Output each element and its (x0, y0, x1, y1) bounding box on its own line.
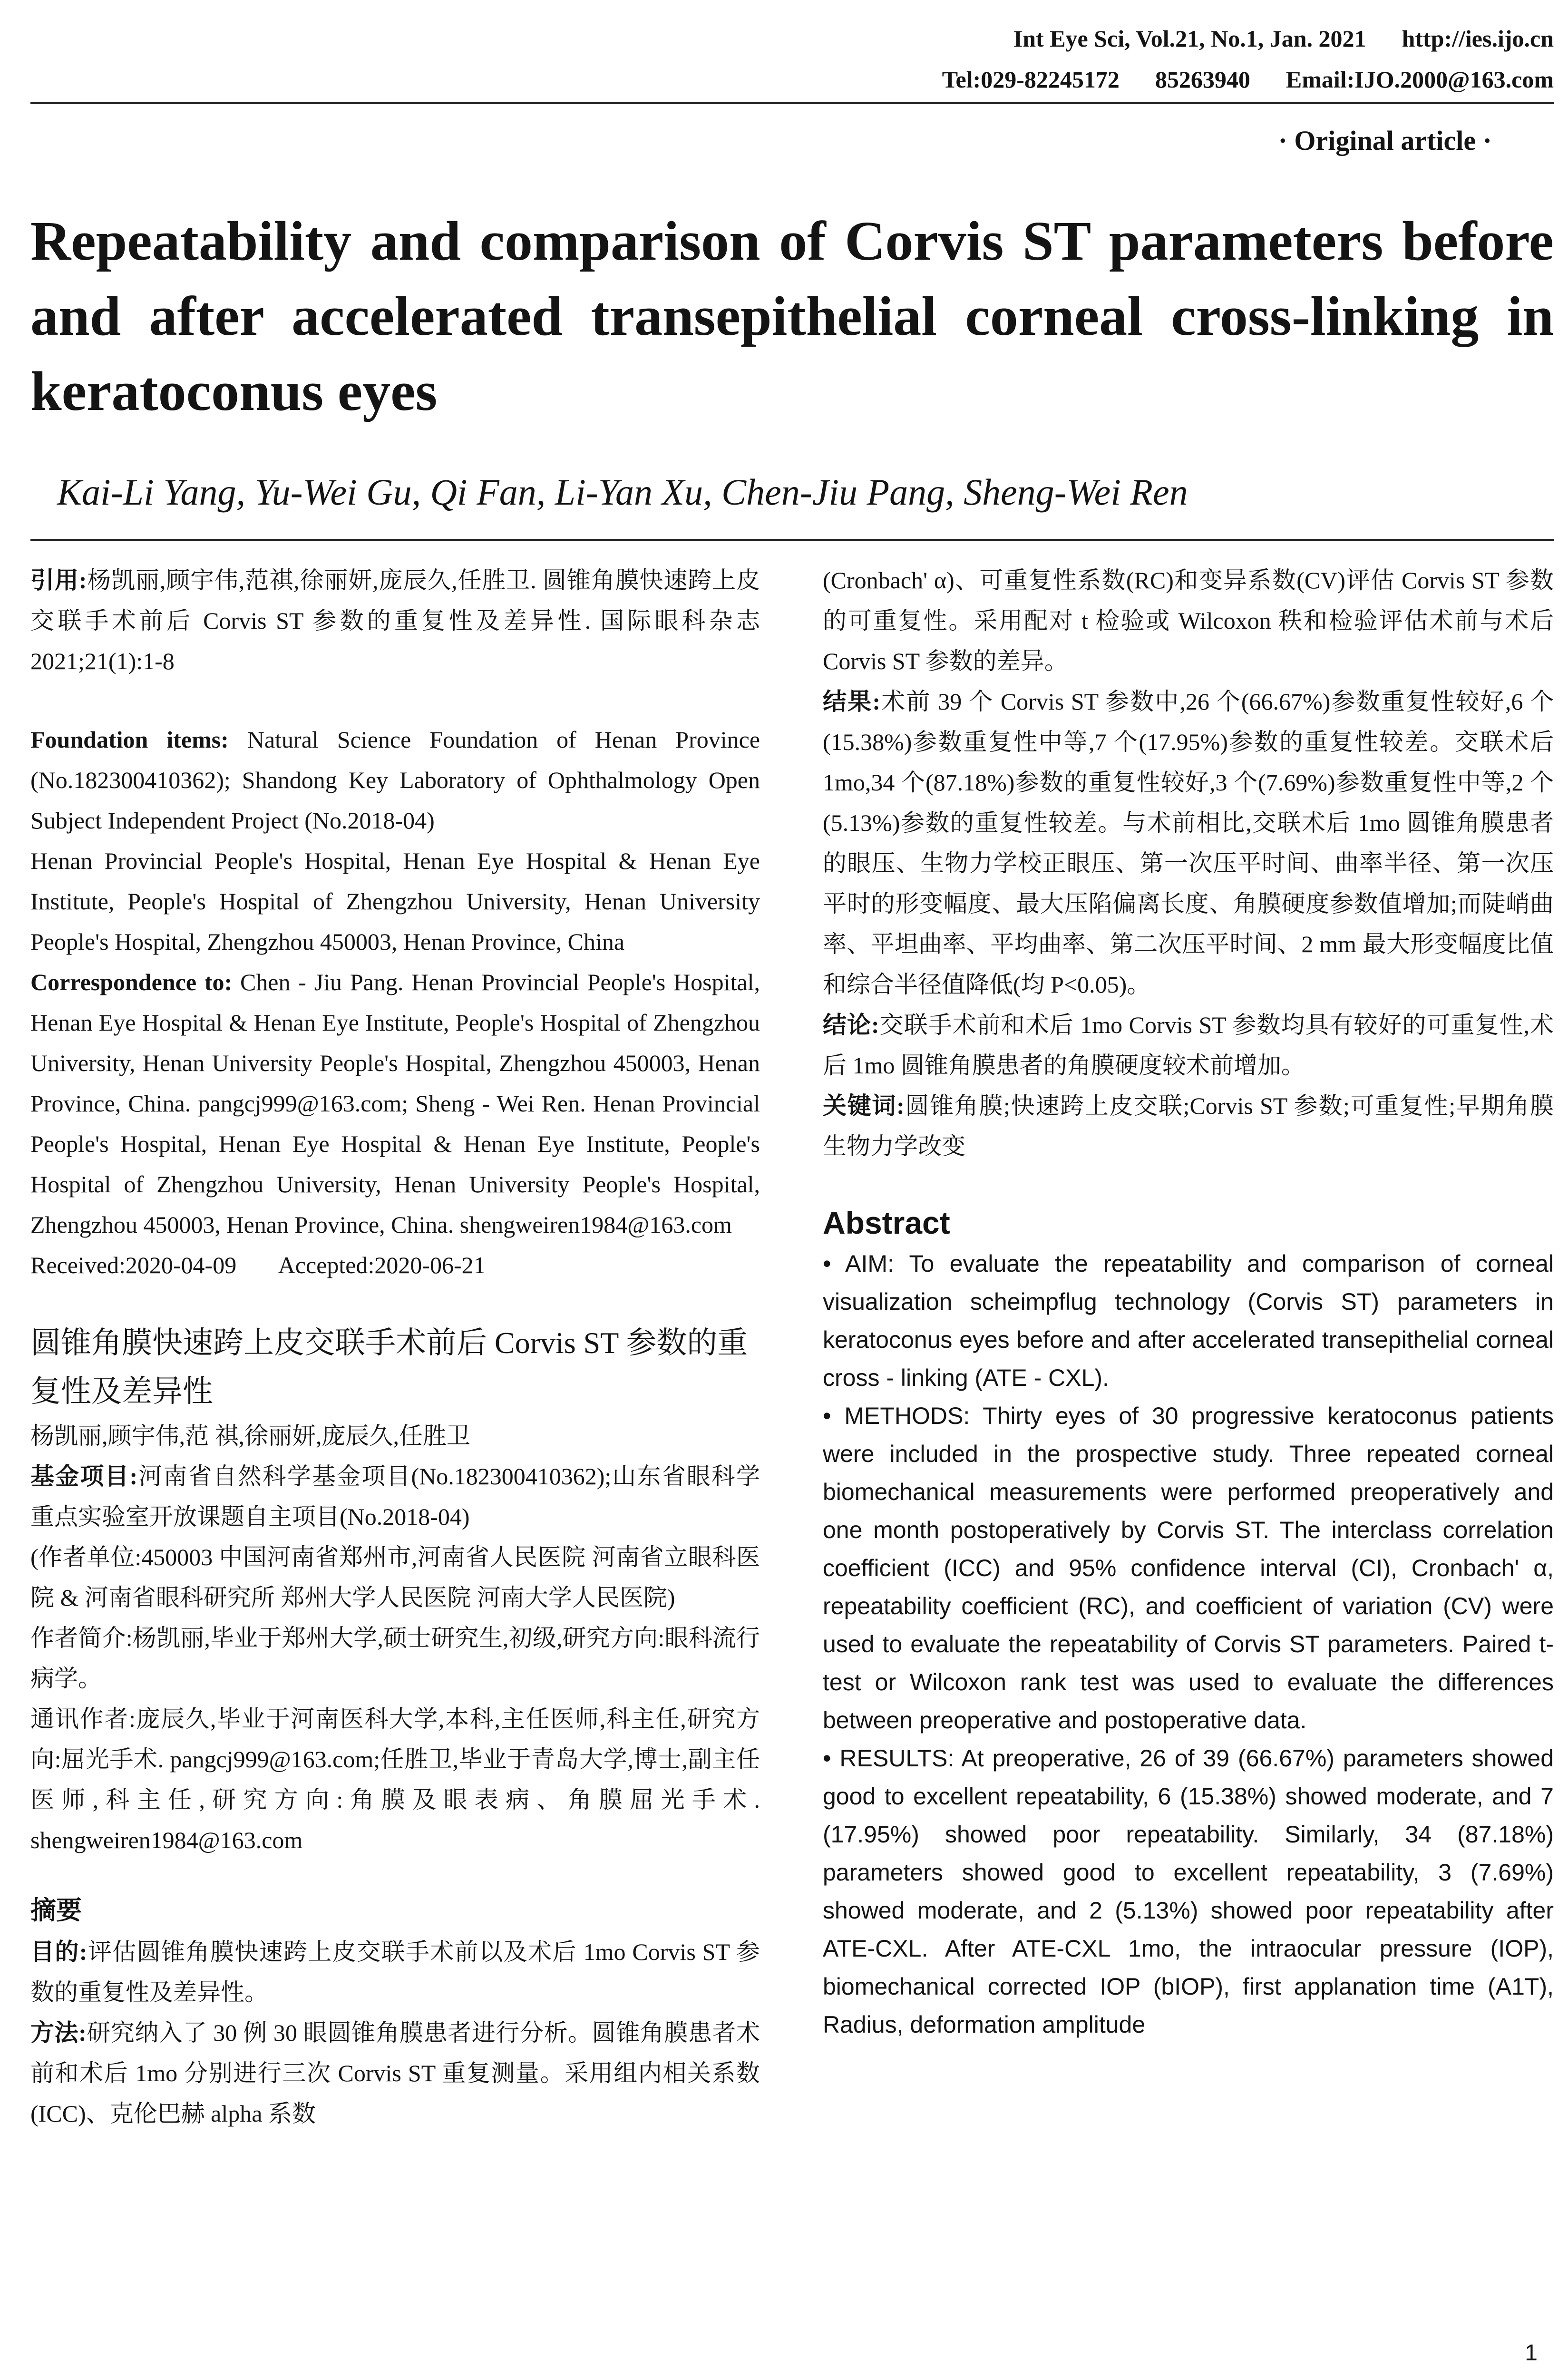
affiliation: Henan Provincial People's Hospital, Henan Eye Hospital & Henan Eye Institute, People's Hospital of Zhengzhou University, Henan University People's Hospital, Zhengzhou 450003, Henan Province, China (30, 848, 760, 955)
running-header-journal (1013, 25, 1554, 52)
abstract-aim: • AIM: To evaluate the repeatability and comparison of corneal visualization scheimpflug technology (Corvis ST) parameters in keratoconus eyes before and after accelerated transepithelial corneal cross - linking (ATE - CXL). (823, 1250, 1554, 1391)
journal-tel2: 85263940 (1155, 66, 1250, 93)
fund-project: 基金项目:河南省自然科学基金项目(No.182300410362);山东省眼科学重点实验室开放课题自主项目(No.2018-04) (30, 1463, 760, 1530)
journal-tel: Tel:029-82245172 (942, 66, 1120, 93)
article-type: · Original article · (1278, 125, 1492, 156)
cn-method-continued: (Cronbach' α)、可重复性系数(RC)和变异系数(CV)评估 Corvis ST 参数的可重复性。采用配对 t 检验或 Wilcoxon 秩和检验评估术前与术后 Corvis ST 参数的差异。 (823, 567, 1554, 674)
page-number: 1 (1525, 2340, 1538, 2366)
author-unit: (作者单位:450003 中国河南省郑州市,河南省人民医院 河南省立眼科医院 & 河南省眼科研究所 郑州大学人民医院 河南大学人民医院) (30, 1544, 760, 1611)
paper-title: Repeatability and comparison of Corvis ST parameters before and after accelerated transepithelial corneal cross-linking in keratoconus eyes (30, 210, 1554, 422)
chinese-title: 圆锥角膜快速跨上皮交联手术前后 Corvis ST 参数的重复性及差异性 (30, 1326, 748, 1408)
correspondence: Correspondence to: Chen - Jiu Pang. Henan Provincial People's Hospital, Henan Eye Hospital & Henan Eye Institute, People's Hospital of Zhengzhou University, Henan University People's Hospital, Zhengzhou 450003, Henan Province, China. pangcj999@163.com; Sheng - Wei Ren. Henan Provincial People's Hospital, Henan Eye Hospital & Henan Eye Institute, People's Hospital of Zhengzhou University, Henan University People's Hospital, Zhengzhou 450003, Henan Province, China. shengweiren1984@163.com (30, 969, 760, 1238)
journal-url: http://ies.ijo.cn (1402, 25, 1554, 52)
corresponding-author: 通讯作者:庞辰久,毕业于河南医科大学,本科,主任医师,科主任,研究方向:屈光手术. pangcj999@163.com;任胜卫,毕业于青岛大学,博士,副主任医师,科主任,研究方向:角膜及眼表病、角膜屈光手术. shengweiren1984@163.com (30, 1705, 760, 1853)
header-rule (30, 102, 1554, 104)
author-bio: 作者简介:杨凯丽,毕业于郑州大学,硕士研究生,初级,研究方向:眼科流行病学。 (30, 1625, 760, 1692)
cn-keywords: 关键词:圆锥角膜;快速跨上皮交联;Corvis ST 参数;可重复性;早期角膜生物力学改变 (823, 1092, 1554, 1159)
author-list: Kai-Li Yang, Yu-Wei Gu, Qi Fan, Li-Yan Xu, Chen-Jiu Pang, Sheng-Wei Ren (57, 471, 1188, 513)
cn-aim: 目的:评估圆锥角膜快速跨上皮交联手术前以及术后 1mo Corvis ST 参数的重复性及差异性。 (30, 1939, 760, 2006)
journal-email: Email:IJO.2000@163.com (1286, 66, 1554, 93)
title-rule (30, 539, 1554, 541)
citation: 引用:杨凯丽,顾宇伟,范祺,徐丽妍,庞辰久,任胜卫. 圆锥角膜快速跨上皮交联手术前后 Corvis ST 参数的重复性及差异性. 国际眼科杂志 2021;21(1):1-8 (30, 567, 760, 674)
chinese-authors: 杨凯丽,顾宇伟,范 祺,徐丽妍,庞辰久,任胜卫 (30, 1422, 470, 1449)
abstract-heading: Abstract (823, 1205, 950, 1240)
right-column (823, 560, 1554, 2044)
cn-result: 结果:术前 39 个 Corvis ST 参数中,26 个(66.67%)参数重复性较好,6 个(15.38%)参数重复性中等,7 个(17.95%)参数的重复性较差。交联术后 1mo,34 个(87.18%)参数的重复性较好,3 个(7.69%)参数重复性中等,2 个(5.13%)参数的重复性较差。与术前相比,交联术后 1mo 圆锥角膜患者的眼压、生物力学校正眼压、第一次压平时间、曲率半径、第一次压平时的形变幅度、最大压陷偏离长度、角膜硬度参数值增加;而陡峭曲率、平坦曲率、平均曲率、第二次压平时间、2 mm 最大形变幅度比值和综合半径值降低(均 P<0.05)。 (823, 688, 1554, 998)
journal-citation: Int Eye Sci, Vol.21, No.1, Jan. 2021 (1013, 25, 1366, 52)
chinese-abstract-heading: 摘要 (30, 1896, 82, 1925)
foundation-items: Foundation items: Natural Science Foundation of Henan Province (No.182300410362); Shandong Key Laboratory of Ophthalmology Open Subject Independent Project (No.2018-04) (30, 726, 760, 834)
left-column (30, 560, 760, 2134)
abstract-results: • RESULTS: At preoperative, 26 of 39 (66.67%) parameters showed good to excellent repeatability, 6 (15.38%) showed moderate, and 7 (17.95%) showed poor repeatability. Similarly, 34 (87.18%) parameters showed good to excellent repeatability, 3 (7.69%) showed moderate, and 2 (5.13%) showed poor repeatability after ATE-CXL. After ATE-CXL 1mo, the intraocular pressure (IOP), biomechanical corrected IOP (bIOP), first applanation time (A1T), Radius, deformation amplitude (823, 1745, 1554, 2038)
cn-conclusion: 结论:交联手术前和术后 1mo Corvis ST 参数均具有较好的可重复性,术后 1mo 圆锥角膜患者的角膜硬度较术前增加。 (823, 1012, 1554, 1079)
abstract-methods: • METHODS: Thirty eyes of 30 progressive keratoconus patients were included in the prospective study. Three repeated corneal biomechanical measurements were performed preoperatively and one month postoperatively by Corvis ST. The interclass correlation coefficient (ICC) and 95% confidence interval (CI), Cronbach' α, repeatability coefficient (RC), and coefficient of variation (CV) were used to evaluate the repeatability of Corvis ST parameters. Paired t-test or Wilcoxon rank test was used to evaluate the differences between preoperative and postoperative data. (823, 1403, 1554, 1734)
cn-method: 方法:研究纳入了 30 例 30 眼圆锥角膜患者进行分析。圆锥角膜患者术前和术后 1mo 分别进行三次 Corvis ST 重复测量。采用组内相关系数(ICC)、克伦巴赫 alpha 系数 (30, 2019, 760, 2127)
received-accepted: Received:2020-04-09 Accepted:2020-06-21 (30, 1252, 486, 1278)
running-header-contact (942, 66, 1554, 93)
